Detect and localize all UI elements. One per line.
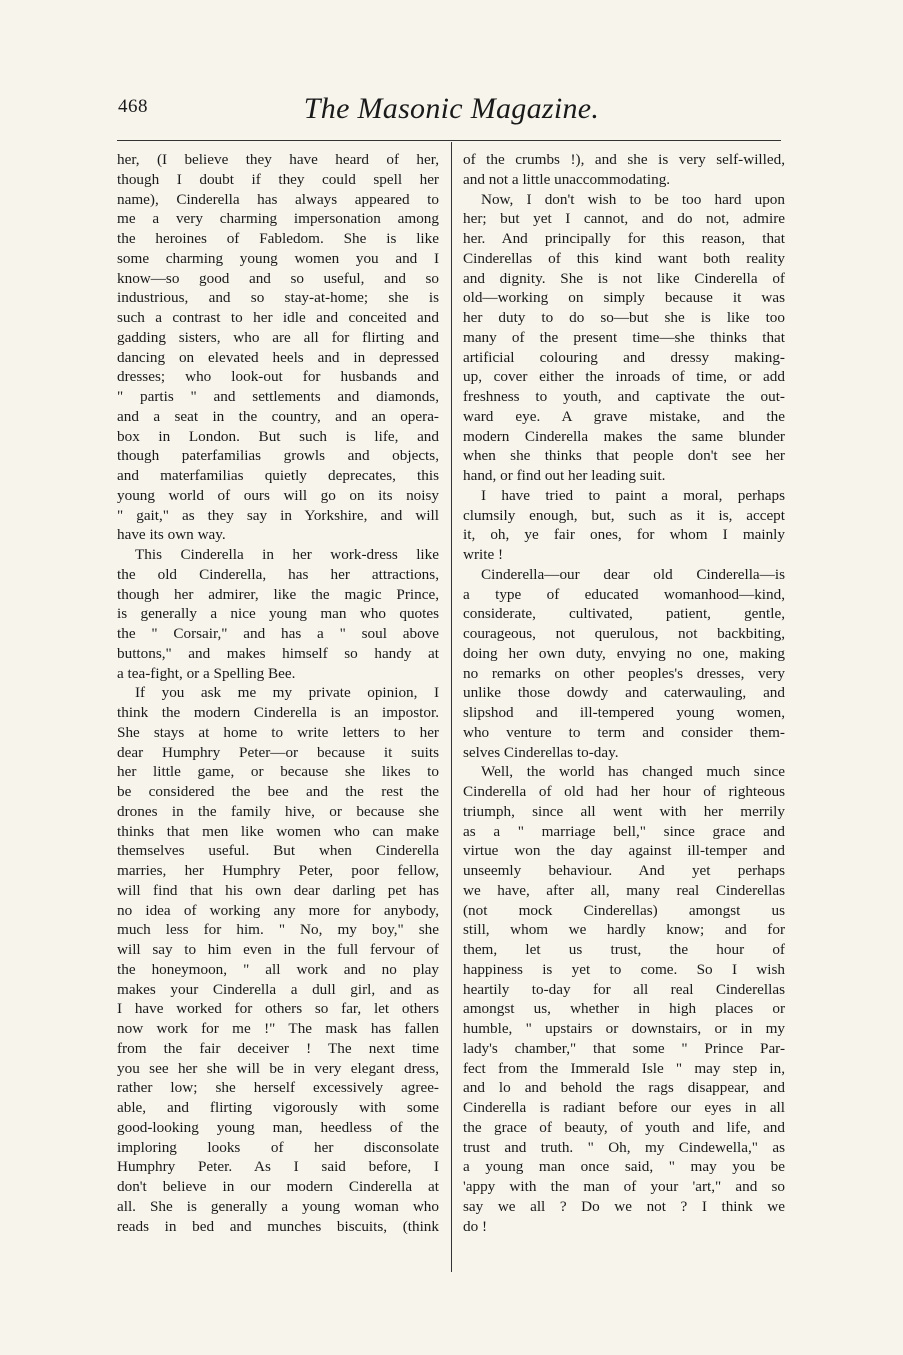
text-line: (not mock Cinderellas) amongst us	[463, 901, 785, 919]
text-line: triumph, since all went with her merrily	[463, 802, 785, 820]
text-line: buttons," and makes himself so handy at	[117, 644, 439, 662]
text-line: though I doubt if they could spell her	[117, 170, 439, 188]
text-line: industrious, and so stay-at-home; she is	[117, 289, 439, 307]
text-line: a young man once said, " may you be	[463, 1158, 785, 1176]
text-line: marries, her Humphry Peter, poor fellow,	[117, 862, 439, 879]
text-line: ward eye. A grave mistake, and the	[463, 407, 785, 425]
text-line: box in London. But such is life, and	[117, 427, 439, 445]
text-line: no remarks on other peoples's dresses, very	[463, 664, 785, 682]
text-line: I have tried to paint a moral, perhaps	[481, 486, 785, 504]
text-line: amongst us, whether in high places or	[463, 1000, 785, 1018]
text-line: fect from the Immerald Isle " may step in,	[463, 1059, 785, 1077]
text-line: Cinderellas of this kind want both reality	[463, 249, 785, 267]
text-line: and dignity. She is not like Cinderella of	[463, 269, 785, 287]
text-line: think the modern Cinderella is an impostor.	[117, 704, 439, 721]
text-line: If you ask me my private opinion, I	[135, 684, 439, 702]
text-line: heartily to-day for all real Cinderellas	[463, 980, 785, 998]
column-divider	[451, 142, 452, 1272]
text-line: 'appy with the man of your 'art," and so	[463, 1178, 785, 1195]
text-line: and lo and behold the rags disappear, and	[463, 1079, 785, 1097]
text-line: of the crumbs !), and she is very self-willed,	[463, 151, 785, 168]
text-line: we have, after all, many real Cinderellas	[463, 881, 785, 899]
text-line: the grace of beauty, of youth and life, and	[463, 1118, 785, 1136]
text-line: her; but yet I cannot, and do not, admire	[463, 210, 785, 228]
text-line: though her admirer, like the magic Prince,	[117, 585, 439, 603]
text-line: artificial colouring and dressy making-	[463, 348, 785, 366]
text-line: some charming young women you and I	[117, 249, 439, 267]
text-line: it, oh, ye fair ones, for whom I mainly	[463, 526, 785, 544]
text-line: dear Humphry Peter—or because it suits	[117, 743, 439, 761]
header-rule	[117, 140, 781, 141]
text-line: a tea-fight, or a Spelling Bee.	[117, 664, 296, 682]
text-line: all. She is generally a young woman who	[117, 1197, 439, 1215]
text-line: trust and truth. " Oh, my Cindewella," as	[463, 1138, 785, 1156]
text-line: Cinderella—our dear old Cinderella—is	[481, 565, 785, 583]
text-line: the honeymoon, " all work and no play	[117, 960, 439, 978]
text-line: is generally a nice young man who quotes	[117, 605, 439, 623]
text-line: considerate, cultivated, patient, gentle,	[463, 605, 785, 623]
text-line: her, (I believe they have heard of her,	[117, 151, 439, 168]
text-line: thinks that men like women who can make	[117, 822, 439, 840]
text-line: makes your Cinderella a dull girl, and as	[117, 980, 439, 998]
right-column	[463, 150, 785, 1236]
text-line: reads in bed and munches biscuits, (think	[117, 1217, 439, 1235]
text-line: drones in the family hive, or because she	[117, 802, 439, 820]
text-line: humble, " upstairs or downstairs, or in my	[463, 1020, 785, 1037]
text-line: as a " marriage bell," since grace and	[463, 822, 785, 840]
text-line: clumsily enough, but, such as it is, accept	[463, 506, 785, 524]
text-line: young world of ours will go on its noisy	[117, 486, 439, 504]
text-line: Humphry Peter. As I said before, I	[117, 1158, 439, 1176]
text-line: her little game, or because she likes to	[117, 763, 439, 781]
text-line: and materfamilias quietly deprecates, this	[117, 467, 439, 484]
text-line: dancing on elevated heels and in depressed	[117, 348, 439, 366]
text-line: the old Cinderella, has her attractions,	[117, 565, 439, 583]
text-line: gadding sisters, who are all for flirting and	[117, 328, 439, 346]
text-line: a type of educated womanhood—kind,	[463, 585, 785, 603]
text-line: will say to him even in the full fervour of	[117, 941, 439, 958]
text-line: such a contrast to her idle and conceited and	[117, 309, 439, 326]
text-line: the heroines of Fabledom. She is like	[117, 230, 439, 247]
text-line: many of the present time—she thinks that	[463, 328, 785, 346]
left-column	[117, 150, 439, 1236]
text-line: who venture to term and consider them-	[463, 723, 785, 741]
text-line: courageous, not querulous, not backbiting,	[463, 625, 785, 642]
text-line: up, cover either the inroads of time, or add	[463, 368, 785, 386]
text-line: happiness is yet to come. So I wish	[463, 960, 785, 978]
text-line: slipshod and ill-tempered young women,	[463, 704, 785, 721]
text-line: from the fair deceiver ! The next time	[117, 1039, 439, 1057]
text-line: Cinderella of old had her hour of righteous	[463, 783, 785, 800]
text-line: say we all ? Do we not ? I think we	[463, 1197, 785, 1215]
text-line: unlike those dowdy and caterwauling, and	[463, 684, 785, 702]
text-line: now work for me !" The mask has fallen	[117, 1020, 439, 1037]
text-line: much less for him. " No, my boy," she	[117, 921, 439, 939]
text-line: imploring looks of her disconsolate	[117, 1138, 439, 1156]
text-line: and not a little unaccommodating.	[463, 170, 671, 188]
text-line: rather low; she herself excessively agree-	[117, 1079, 439, 1097]
text-line: know—so good and so useful, and so	[117, 269, 439, 287]
text-line: no idea of working any more for anybody,	[117, 901, 439, 919]
text-line: I have worked for others so far, let others	[117, 1000, 439, 1018]
text-line: old—working on simply because it was	[463, 289, 785, 307]
text-line: able, and flirting vigorously with some	[117, 1099, 439, 1116]
text-line: doing her own duty, envying no one, making	[463, 644, 785, 662]
text-line: good-looking young man, heedless of the	[117, 1118, 439, 1136]
text-line: and a seat in the country, and an opera-	[117, 407, 439, 425]
text-line: Well, the world has changed much since	[481, 763, 785, 781]
text-line: Cinderella is radiant before our eyes in all	[463, 1099, 785, 1116]
text-line: her. And principally for this reason, that	[463, 230, 785, 247]
text-line: freshness to youth, and captivate the out-	[463, 388, 785, 405]
text-line: name), Cinderella has always appeared to	[117, 190, 439, 208]
text-line: have its own way.	[117, 526, 226, 544]
text-line: do !	[463, 1217, 488, 1235]
text-line: She stays at home to write letters to her	[117, 723, 439, 741]
text-line: me a very charming impersonation among	[117, 210, 439, 228]
page-number: 468	[118, 96, 148, 117]
text-line: unseemly behaviour. And yet perhaps	[463, 862, 785, 879]
text-line: This Cinderella in her work-dress like	[135, 546, 439, 563]
text-line: though paterfamilias growls and objects,	[117, 447, 439, 465]
text-line: still, whom we hardly know; and for	[463, 921, 785, 939]
text-line: dresses; who look-out for husbands and	[117, 368, 439, 386]
text-line: be considered the bee and the rest the	[117, 783, 439, 800]
text-line: will find that his own dear darling pet has	[117, 881, 439, 899]
text-line: lady's chamber," that some " Prince Par-	[463, 1039, 785, 1057]
text-line: " gait," as they say in Yorkshire, and will	[117, 506, 439, 524]
text-line: when she thinks that people don't see her	[463, 447, 785, 465]
text-line: modern Cinderella makes the same blunder	[463, 427, 785, 445]
text-line: " partis " and settlements and diamonds,	[117, 388, 439, 405]
text-line: themselves useful. But when Cinderella	[117, 842, 439, 860]
text-line: virtue won the day against ill-temper and	[463, 842, 785, 860]
text-line: you see her she will be in very elegant dress,	[117, 1059, 439, 1077]
text-line: the " Corsair," and has a " soul above	[117, 625, 439, 642]
text-line: them, let us trust, the hour of	[463, 941, 785, 958]
running-title: The Masonic Magazine.	[303, 92, 600, 125]
text-line: her duty to do so—but she is like too	[463, 309, 785, 326]
text-line: don't believe in our modern Cinderella at	[117, 1178, 439, 1195]
text-line: write !	[463, 546, 504, 563]
text-line: hand, or find out her leading suit.	[463, 467, 666, 484]
text-line: Now, I don't wish to be too hard upon	[481, 190, 785, 208]
text-line: selves Cinderellas to-day.	[463, 743, 619, 761]
